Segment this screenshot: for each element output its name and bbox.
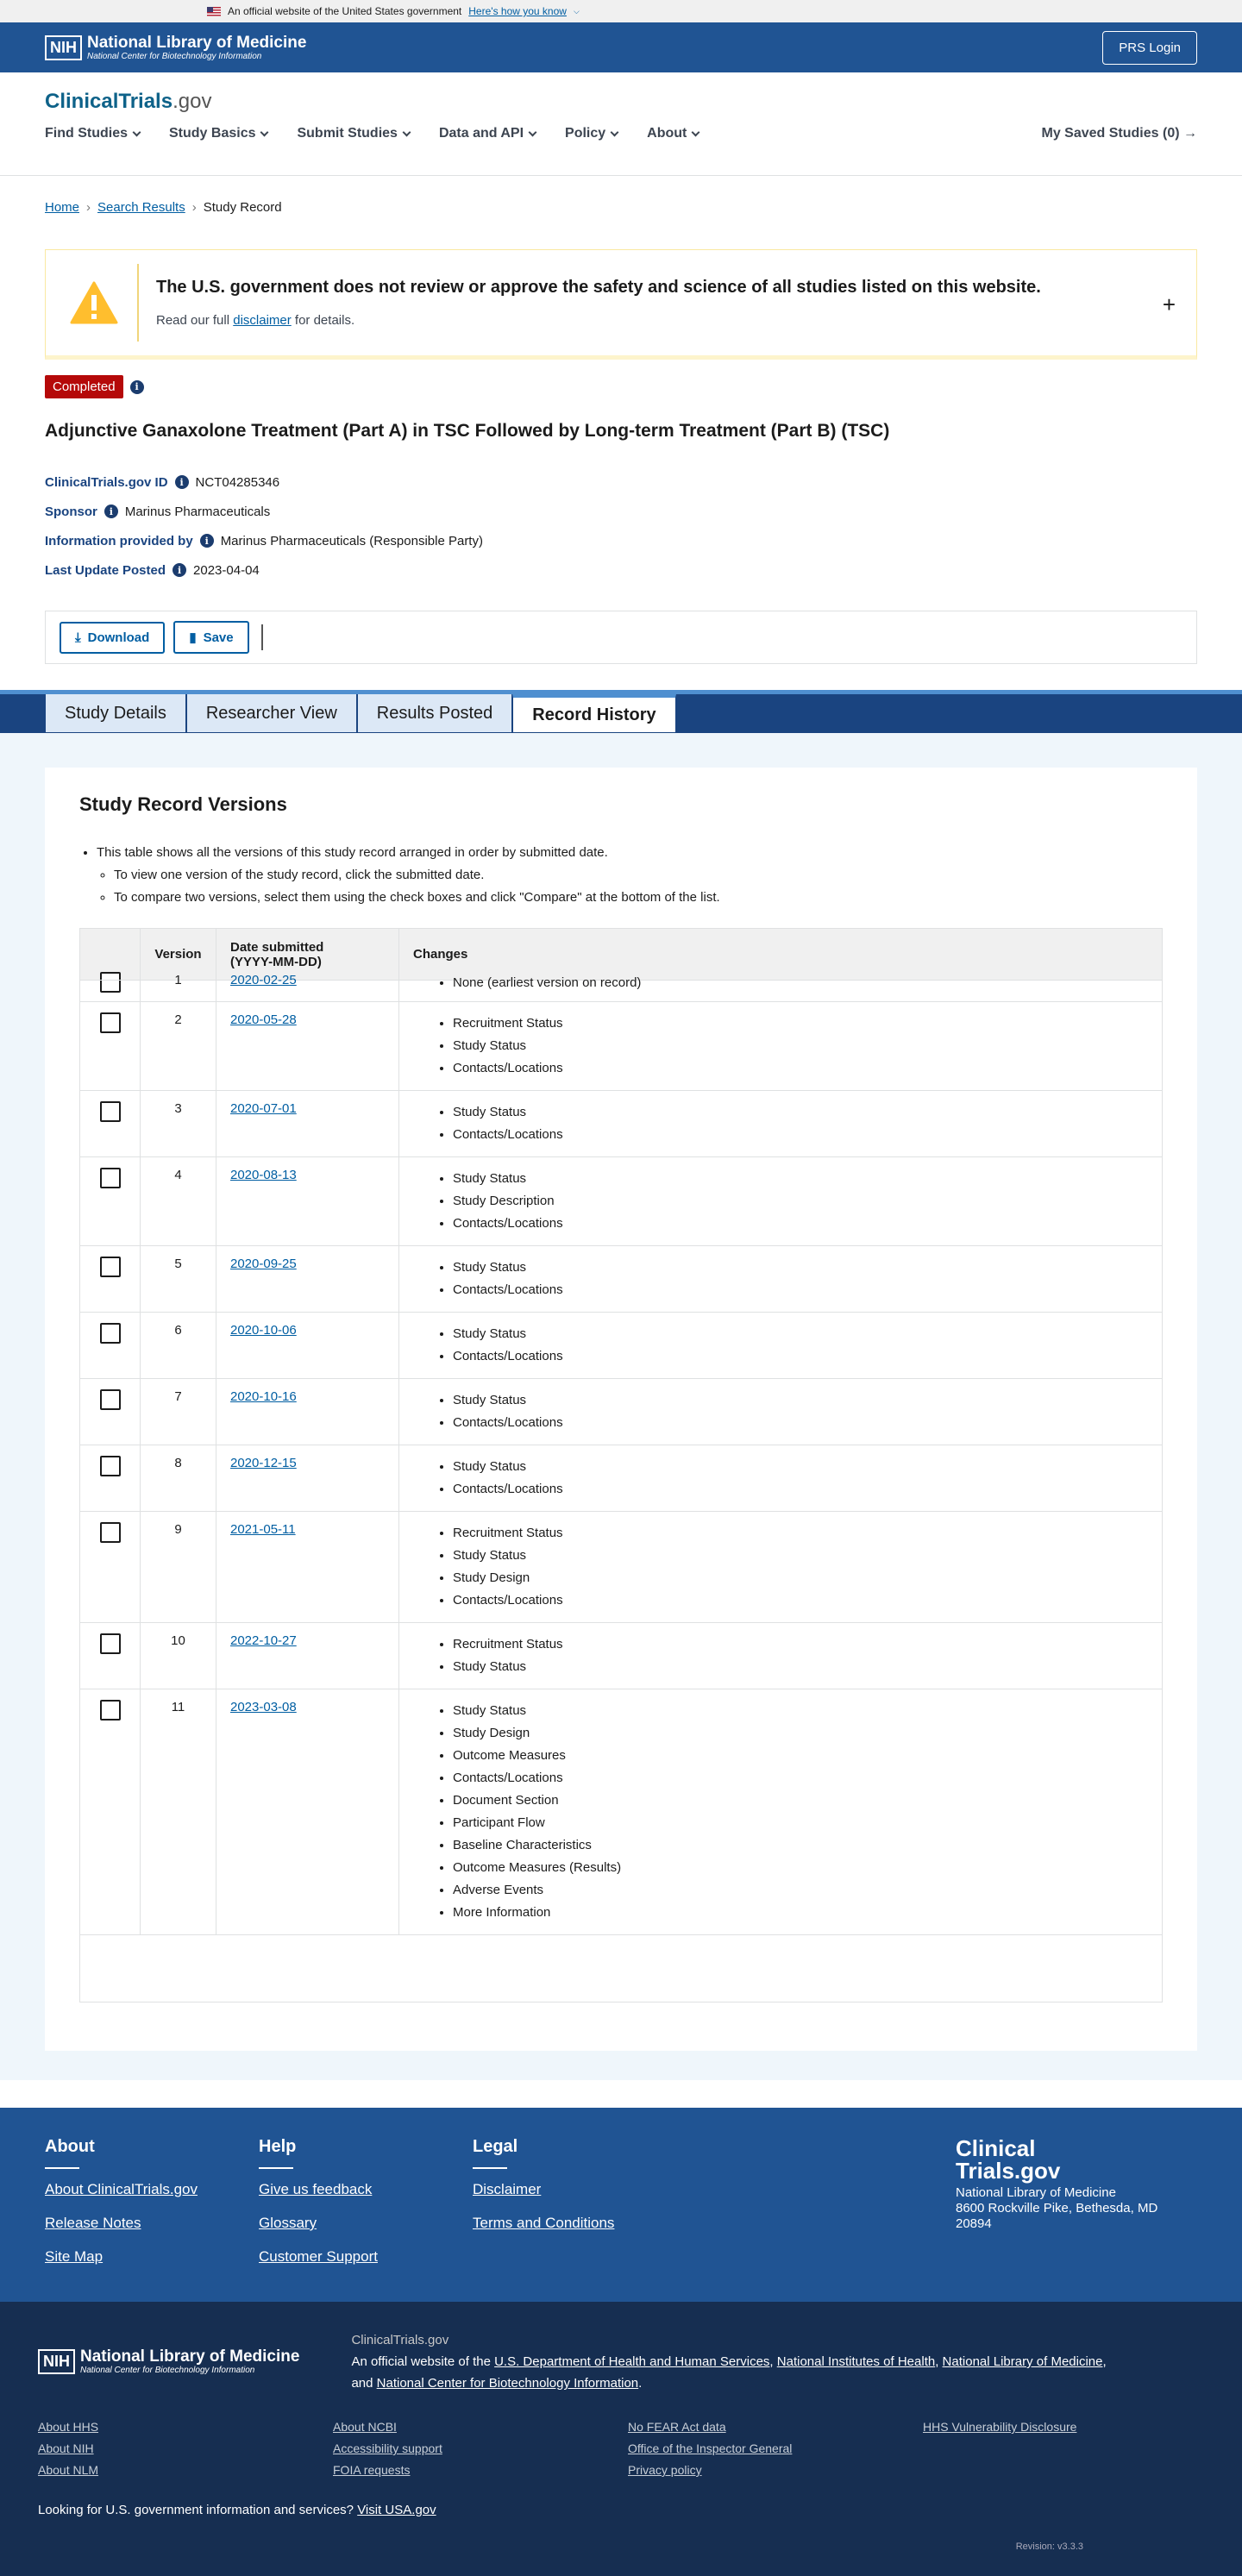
footer-col-title: Help — [259, 2137, 297, 2156]
change-item: • Study Status — [453, 1168, 1148, 1190]
date-cell — [216, 1157, 399, 1246]
select-cell — [80, 1091, 141, 1157]
meta-value: Marinus Pharmaceuticals (Responsible Party) — [220, 533, 483, 548]
download-icon: ⤓ — [75, 630, 81, 645]
version-checkbox[interactable] — [100, 1101, 121, 1122]
version-number: 2 — [174, 1012, 182, 1027]
nlm-title: National Library of Medicine — [87, 33, 307, 52]
version-cell — [141, 1623, 216, 1689]
table-row — [80, 1091, 1163, 1157]
tab-record-history[interactable]: Record History — [512, 694, 675, 733]
version-number: 11 — [171, 1700, 185, 1714]
meta-key: ClinicalTrials.gov ID — [45, 474, 168, 490]
alert-title: The U.S. government does not review or approve the safety and science of all studies listed on this website. — [156, 278, 1041, 297]
table-row — [80, 981, 1163, 1002]
footer-logo[interactable] — [956, 2137, 1197, 2182]
date-cell — [216, 1091, 399, 1157]
changes-cell — [399, 1091, 1163, 1157]
chevron-right-icon: › — [86, 200, 91, 215]
version-date-link[interactable]: 2022-10-27 — [230, 1633, 297, 1648]
footer-link[interactable]: Glossary — [259, 2215, 317, 2231]
select-cell — [80, 1379, 141, 1445]
table-row — [80, 1313, 1163, 1379]
meta-value: Marinus Pharmaceuticals — [124, 504, 271, 519]
agency-link[interactable]: About HHS — [38, 2420, 99, 2434]
version-checkbox[interactable] — [100, 1323, 121, 1344]
nav-label: Data and API — [438, 126, 524, 141]
content-area — [0, 733, 1242, 2080]
ncbi-link[interactable]: National Center for Biotechnology Information — [376, 2376, 639, 2391]
saved-studies-label: My Saved Studies (0) — [1041, 126, 1180, 141]
change-item: • Contacts/Locations — [453, 1213, 1148, 1235]
usa-gov-link[interactable]: Visit USA.gov — [357, 2503, 436, 2517]
nav-data-api[interactable] — [439, 126, 536, 141]
gov-banner-text: An official website of the United States government — [228, 5, 462, 17]
meta-row-provided-by — [45, 526, 1197, 555]
date-cell — [216, 1246, 399, 1313]
main-nav — [45, 126, 1197, 141]
action-bar — [45, 611, 1197, 664]
site-header — [0, 72, 1242, 176]
changes-header: Changes — [399, 929, 1163, 981]
nih-link[interactable]: National Institutes of Health — [776, 2354, 936, 2369]
version-cell — [141, 1379, 216, 1445]
agency-link[interactable]: About NLM — [38, 2463, 99, 2477]
versions-table — [79, 928, 1163, 2003]
chevron-down-icon — [529, 128, 537, 136]
date-header-line2: (YYYY-MM-DD) — [230, 954, 322, 969]
breadcrumb-current: Study Record — [203, 200, 282, 215]
table-row — [80, 1157, 1163, 1246]
meta-row-id — [45, 467, 1197, 497]
revision-text: Revision: v3.3.3 — [1015, 2542, 1083, 2552]
change-item: • Contacts/Locations — [453, 1478, 1148, 1501]
change-item: • Baseline Characteristics — [453, 1834, 1148, 1857]
meta-value: NCT04285346 — [195, 474, 280, 490]
nav-study-basics[interactable] — [169, 126, 267, 141]
version-date-link[interactable]: 2023-03-08 — [230, 1700, 297, 1714]
footer-link[interactable]: About ClinicalTrials.gov — [45, 2181, 198, 2197]
change-item: • Study Status — [453, 1035, 1148, 1057]
date-cell — [216, 1512, 399, 1623]
footer-col-about — [45, 2137, 259, 2272]
change-item: • Participant Flow — [453, 1812, 1148, 1834]
nih-logo-icon: NIH — [38, 2349, 75, 2374]
footer-link[interactable]: Release Notes — [45, 2215, 141, 2231]
agency-link[interactable]: HHS Vulnerability Disclosure — [923, 2420, 1077, 2434]
info-icon[interactable]: i — [200, 534, 214, 548]
us-flag-icon — [207, 7, 221, 16]
prs-login-button[interactable]: PRS Login — [1102, 31, 1197, 65]
usa-pre: Looking for U.S. government information and services? — [38, 2503, 354, 2517]
agency-link[interactable]: Office of the Inspector General — [628, 2441, 793, 2455]
version-date-link[interactable]: 2020-07-01 — [230, 1101, 297, 1116]
version-cell — [141, 1246, 216, 1313]
table-row — [80, 1445, 1163, 1512]
alert-body-post: for details. — [294, 313, 355, 328]
expand-plus-icon[interactable]: + — [1162, 291, 1176, 317]
nlm-title: National Library of Medicine — [80, 2347, 300, 2366]
version-number: 9 — [174, 1522, 182, 1537]
select-cell — [80, 1002, 141, 1091]
address-line: National Library of Medicine — [956, 2185, 1116, 2200]
official-site-text: ClinicalTrials.gov An official website of the U.S. Department of Health and Human Services, National Institutes of Health, National Library of Medicine, and National Center for Biotechnology Information. — [351, 2329, 1106, 2394]
site-footer — [0, 2108, 1242, 2302]
tab-study-details[interactable]: Study Details — [45, 694, 186, 733]
footer-logo-line1: Clinical — [956, 2135, 1036, 2161]
change-item: • Outcome Measures (Results) — [453, 1857, 1148, 1879]
change-item: • More Information — [453, 1902, 1148, 1924]
agency-link[interactable]: Privacy policy — [628, 2463, 702, 2477]
agency-link[interactable]: About NCBI — [333, 2420, 397, 2434]
change-item: • Study Status — [453, 1545, 1148, 1567]
breadcrumb — [0, 176, 1242, 215]
meta-key: Information provided by — [45, 533, 193, 548]
change-item: • Study Design — [453, 1722, 1148, 1745]
change-item: • Study Description — [453, 1190, 1148, 1213]
study-meta — [45, 467, 1197, 585]
nih-logo-icon: NIH — [45, 35, 82, 60]
changes-cell — [399, 1623, 1163, 1689]
nlm-subtitle: National Center for Biotechnology Information — [87, 51, 262, 61]
nlm-link[interactable]: National Library of Medicine — [942, 2354, 1103, 2369]
nav-about[interactable] — [647, 126, 699, 141]
nlm-subtitle: National Center for Biotechnology Information — [80, 2366, 255, 2375]
version-checkbox[interactable] — [100, 1257, 121, 1277]
nav-policy[interactable] — [565, 126, 618, 141]
meta-row-sponsor — [45, 497, 1197, 526]
instruction-item: ◦ To view one version of the study record, click the submitted date. — [114, 864, 1163, 887]
version-date-link[interactable]: 2020-02-25 — [230, 973, 297, 987]
how-you-know-link[interactable]: Here's how you know — [468, 5, 567, 17]
change-item: • Adverse Events — [453, 1879, 1148, 1902]
arrow-right-icon: → — [1183, 126, 1197, 141]
version-checkbox[interactable] — [100, 1389, 121, 1410]
footer-col-legal — [473, 2137, 687, 2272]
versions-card — [45, 768, 1197, 2051]
official-pre: An official website of the — [351, 2354, 491, 2369]
changes-cell — [399, 1157, 1163, 1246]
nav-label: Submit Studies — [297, 126, 398, 141]
chevron-down-icon — [260, 128, 269, 136]
chevron-down-icon — [611, 128, 619, 136]
version-cell — [141, 1157, 216, 1246]
select-cell — [80, 1623, 141, 1689]
version-checkbox[interactable] — [100, 1456, 121, 1476]
alert-body — [156, 313, 1041, 328]
changes-cell — [399, 1246, 1163, 1313]
change-item: • Outcome Measures — [453, 1745, 1148, 1767]
info-icon[interactable]: i — [130, 380, 144, 394]
change-item: • Study Status — [453, 1101, 1148, 1124]
save-button[interactable] — [173, 621, 248, 654]
nav-label: Study Basics — [169, 126, 256, 141]
clinicaltrials-logo[interactable] — [45, 72, 1197, 114]
footer-nlm-logo[interactable] — [38, 2329, 299, 2394]
instruction-item: • This table shows all the versions of this study record arranged in order by submitted date. — [97, 842, 1163, 864]
version-cell — [141, 1689, 216, 1935]
footer2-site: ClinicalTrials.gov — [351, 2333, 449, 2347]
change-item: • Contacts/Locations — [453, 1124, 1148, 1146]
download-label: Download — [87, 630, 150, 645]
footer-rule — [45, 2167, 79, 2169]
changes-cell — [399, 1512, 1163, 1623]
table-row — [80, 1623, 1163, 1689]
study-tabs — [0, 690, 1242, 733]
footer-rule — [473, 2167, 507, 2169]
change-item: • Study Status — [453, 1700, 1148, 1722]
change-item: • Contacts/Locations — [453, 1345, 1148, 1368]
footer-col-help — [259, 2137, 473, 2272]
instruction-item: ◦ To compare two versions, select them using the check boxes and click "Compare" at the bottom of the list. — [114, 887, 1163, 909]
change-item: • Study Design — [453, 1567, 1148, 1589]
version-number: 1 — [174, 973, 182, 987]
change-item: • Recruitment Status — [453, 1012, 1148, 1035]
date-cell — [216, 973, 399, 1002]
changes-cell — [399, 1379, 1163, 1445]
change-item: • Document Section — [453, 1789, 1148, 1812]
info-icon[interactable]: i — [175, 475, 189, 489]
chevron-right-icon: › — [191, 200, 197, 215]
change-item: • Study Status — [453, 1656, 1148, 1678]
versions-instructions — [79, 842, 1163, 909]
date-cell — [216, 1379, 399, 1445]
saved-studies-link[interactable] — [1042, 126, 1198, 141]
version-number: 5 — [174, 1257, 182, 1271]
nav-find-studies[interactable] — [45, 126, 140, 141]
action-divider — [261, 624, 263, 650]
version-number: 6 — [174, 1323, 182, 1338]
version-number: 4 — [174, 1168, 182, 1182]
version-date-link[interactable]: 2020-10-16 — [230, 1389, 297, 1404]
nlm-logo[interactable] — [45, 34, 306, 61]
changes-cell — [399, 975, 1163, 1002]
hhs-link[interactable]: U.S. Department of Health and Human Services — [494, 2354, 770, 2369]
version-number: 10 — [171, 1633, 185, 1648]
info-icon[interactable]: i — [172, 563, 186, 577]
save-label: Save — [203, 630, 234, 645]
logo-main: ClinicalTrials — [45, 90, 173, 113]
and-text: and — [351, 2376, 373, 2391]
changes-cell — [399, 1002, 1163, 1091]
status-row — [45, 375, 1197, 398]
chevron-down-icon — [692, 128, 700, 136]
table-row — [80, 1689, 1163, 1935]
agency-link[interactable]: About NIH — [38, 2441, 94, 2455]
status-badge: Completed — [45, 375, 123, 398]
change-item: • Contacts/Locations — [453, 1412, 1148, 1434]
empty-cell — [923, 2463, 1182, 2477]
version-checkbox[interactable] — [100, 1522, 121, 1543]
chevron-down-icon: ⌵ — [573, 6, 580, 16]
info-icon[interactable]: i — [104, 505, 118, 518]
change-item: • Contacts/Locations — [453, 1279, 1148, 1301]
footer-link[interactable]: Give us feedback — [259, 2181, 373, 2197]
instruction-sublist-container — [97, 864, 1163, 909]
address-line: 8600 Rockville Pike, Bethesda, MD — [956, 2201, 1158, 2216]
date-cell — [216, 1313, 399, 1379]
change-item: • Study Status — [453, 1389, 1148, 1412]
table-row — [80, 1512, 1163, 1623]
meta-key: Sponsor — [45, 504, 97, 519]
changes-cell — [399, 1445, 1163, 1512]
footer-rule — [259, 2167, 293, 2169]
version-checkbox[interactable] — [100, 1168, 121, 1188]
select-cell — [80, 1512, 141, 1623]
meta-row-last-update — [45, 555, 1197, 585]
version-number: 8 — [174, 1456, 182, 1470]
footer-link[interactable]: Customer Support — [259, 2248, 378, 2265]
disclaimer-alert — [45, 249, 1197, 360]
footer-link[interactable]: Site Map — [45, 2248, 104, 2265]
warning-icon — [70, 281, 118, 324]
version-cell — [141, 1512, 216, 1623]
date-cell — [216, 1623, 399, 1689]
table-row — [80, 1246, 1163, 1313]
change-item: • Contacts/Locations — [453, 1057, 1148, 1080]
change-item: • Study Status — [453, 1257, 1148, 1279]
date-cell — [216, 1002, 399, 1091]
alert-divider — [137, 264, 139, 342]
nlm-header — [0, 22, 1242, 72]
version-checkbox[interactable] — [100, 972, 121, 993]
version-number: 3 — [174, 1101, 182, 1116]
logo-suffix: .gov — [172, 90, 212, 113]
version-cell — [141, 973, 216, 1002]
date-header-line1: Date submitted — [230, 939, 324, 955]
version-date-link[interactable]: 2020-05-28 — [230, 1012, 297, 1027]
chevron-down-icon — [402, 128, 411, 136]
footer-link[interactable]: Disclaimer — [473, 2181, 542, 2197]
address-line: 20894 — [956, 2216, 992, 2231]
table-footer-row — [80, 1935, 1163, 2003]
change-item: • Study Status — [453, 1456, 1148, 1478]
meta-value: 2023-04-04 — [193, 562, 260, 578]
breadcrumb-home[interactable]: Home — [45, 200, 80, 215]
agency-links — [38, 2420, 1204, 2477]
version-date-link[interactable]: 2020-09-25 — [230, 1257, 297, 1271]
version-cell — [141, 1002, 216, 1091]
select-cell — [80, 1689, 141, 1935]
chevron-down-icon — [133, 128, 141, 136]
select-cell — [80, 1445, 141, 1512]
bookmark-icon: ▮ — [189, 630, 197, 645]
version-checkbox[interactable] — [100, 1012, 121, 1033]
version-cell — [141, 1445, 216, 1512]
version-date-link[interactable]: 2020-10-06 — [230, 1323, 297, 1338]
usa-gov-line — [38, 2503, 1204, 2517]
alert-body-pre: Read our full — [156, 313, 230, 328]
change-item: • Recruitment Status — [453, 1522, 1148, 1545]
table-row — [80, 1379, 1163, 1445]
table-footer-cell — [80, 1935, 1163, 2003]
version-number: 7 — [174, 1389, 182, 1404]
agency-footer — [0, 2302, 1242, 2576]
table-row — [80, 1002, 1163, 1091]
change-item: • Study Status — [453, 1323, 1148, 1345]
select-cell — [80, 1313, 141, 1379]
version-checkbox[interactable] — [100, 1700, 121, 1720]
select-cell — [80, 1157, 141, 1246]
footer-link[interactable]: Terms and Conditions — [473, 2215, 615, 2231]
change-item: • Recruitment Status — [453, 1633, 1148, 1656]
breadcrumb-search-results[interactable]: Search Results — [97, 200, 185, 215]
footer-col-title: Legal — [473, 2137, 518, 2156]
gov-banner — [0, 0, 1242, 22]
tab-researcher-view[interactable]: Researcher View — [186, 694, 357, 733]
date-cell — [216, 1445, 399, 1512]
version-cell — [141, 1091, 216, 1157]
change-item: • Contacts/Locations — [453, 1767, 1148, 1789]
nav-label: Find Studies — [45, 126, 128, 141]
date-cell — [216, 1689, 399, 1935]
version-date-link[interactable]: 2020-12-15 — [230, 1456, 297, 1470]
disclaimer-link[interactable]: disclaimer — [233, 313, 292, 328]
footer-address — [956, 2137, 1197, 2272]
footer-col-title: About — [45, 2137, 95, 2156]
meta-key: Last Update Posted — [45, 562, 166, 578]
versions-table-body — [80, 973, 1163, 2003]
version-header: Version — [141, 929, 216, 981]
nav-label: Policy — [565, 126, 606, 141]
download-button[interactable] — [60, 622, 165, 654]
changes-cell — [399, 1689, 1163, 1935]
versions-heading: Study Record Versions — [79, 793, 287, 815]
empty-cell — [923, 2441, 1182, 2455]
version-cell — [141, 1313, 216, 1379]
select-cell — [80, 1246, 141, 1313]
version-date-link[interactable]: 2021-05-11 — [230, 1522, 296, 1537]
select-cell — [80, 981, 141, 1002]
change-item: • Contacts/Locations — [453, 1589, 1148, 1612]
tab-results-posted[interactable]: Results Posted — [357, 694, 513, 733]
footer-logo-line2: Trials.gov — [956, 2158, 1061, 2184]
nav-submit-studies[interactable] — [297, 126, 409, 141]
study-title: Adjunctive Ganaxolone Treatment (Part A) in TSC Followed by Long-term Treatment (Part B) (TSC) — [45, 421, 890, 441]
agency-link[interactable]: Accessibility support — [333, 2441, 442, 2455]
version-checkbox[interactable] — [100, 1633, 121, 1654]
agency-link[interactable]: FOIA requests — [333, 2463, 411, 2477]
version-date-link[interactable]: 2020-08-13 — [230, 1168, 297, 1182]
change-item: • None (earliest version on record) — [453, 972, 1148, 994]
agency-link[interactable]: No FEAR Act data — [628, 2420, 726, 2434]
changes-cell — [399, 1313, 1163, 1379]
nav-label: About — [647, 126, 687, 141]
